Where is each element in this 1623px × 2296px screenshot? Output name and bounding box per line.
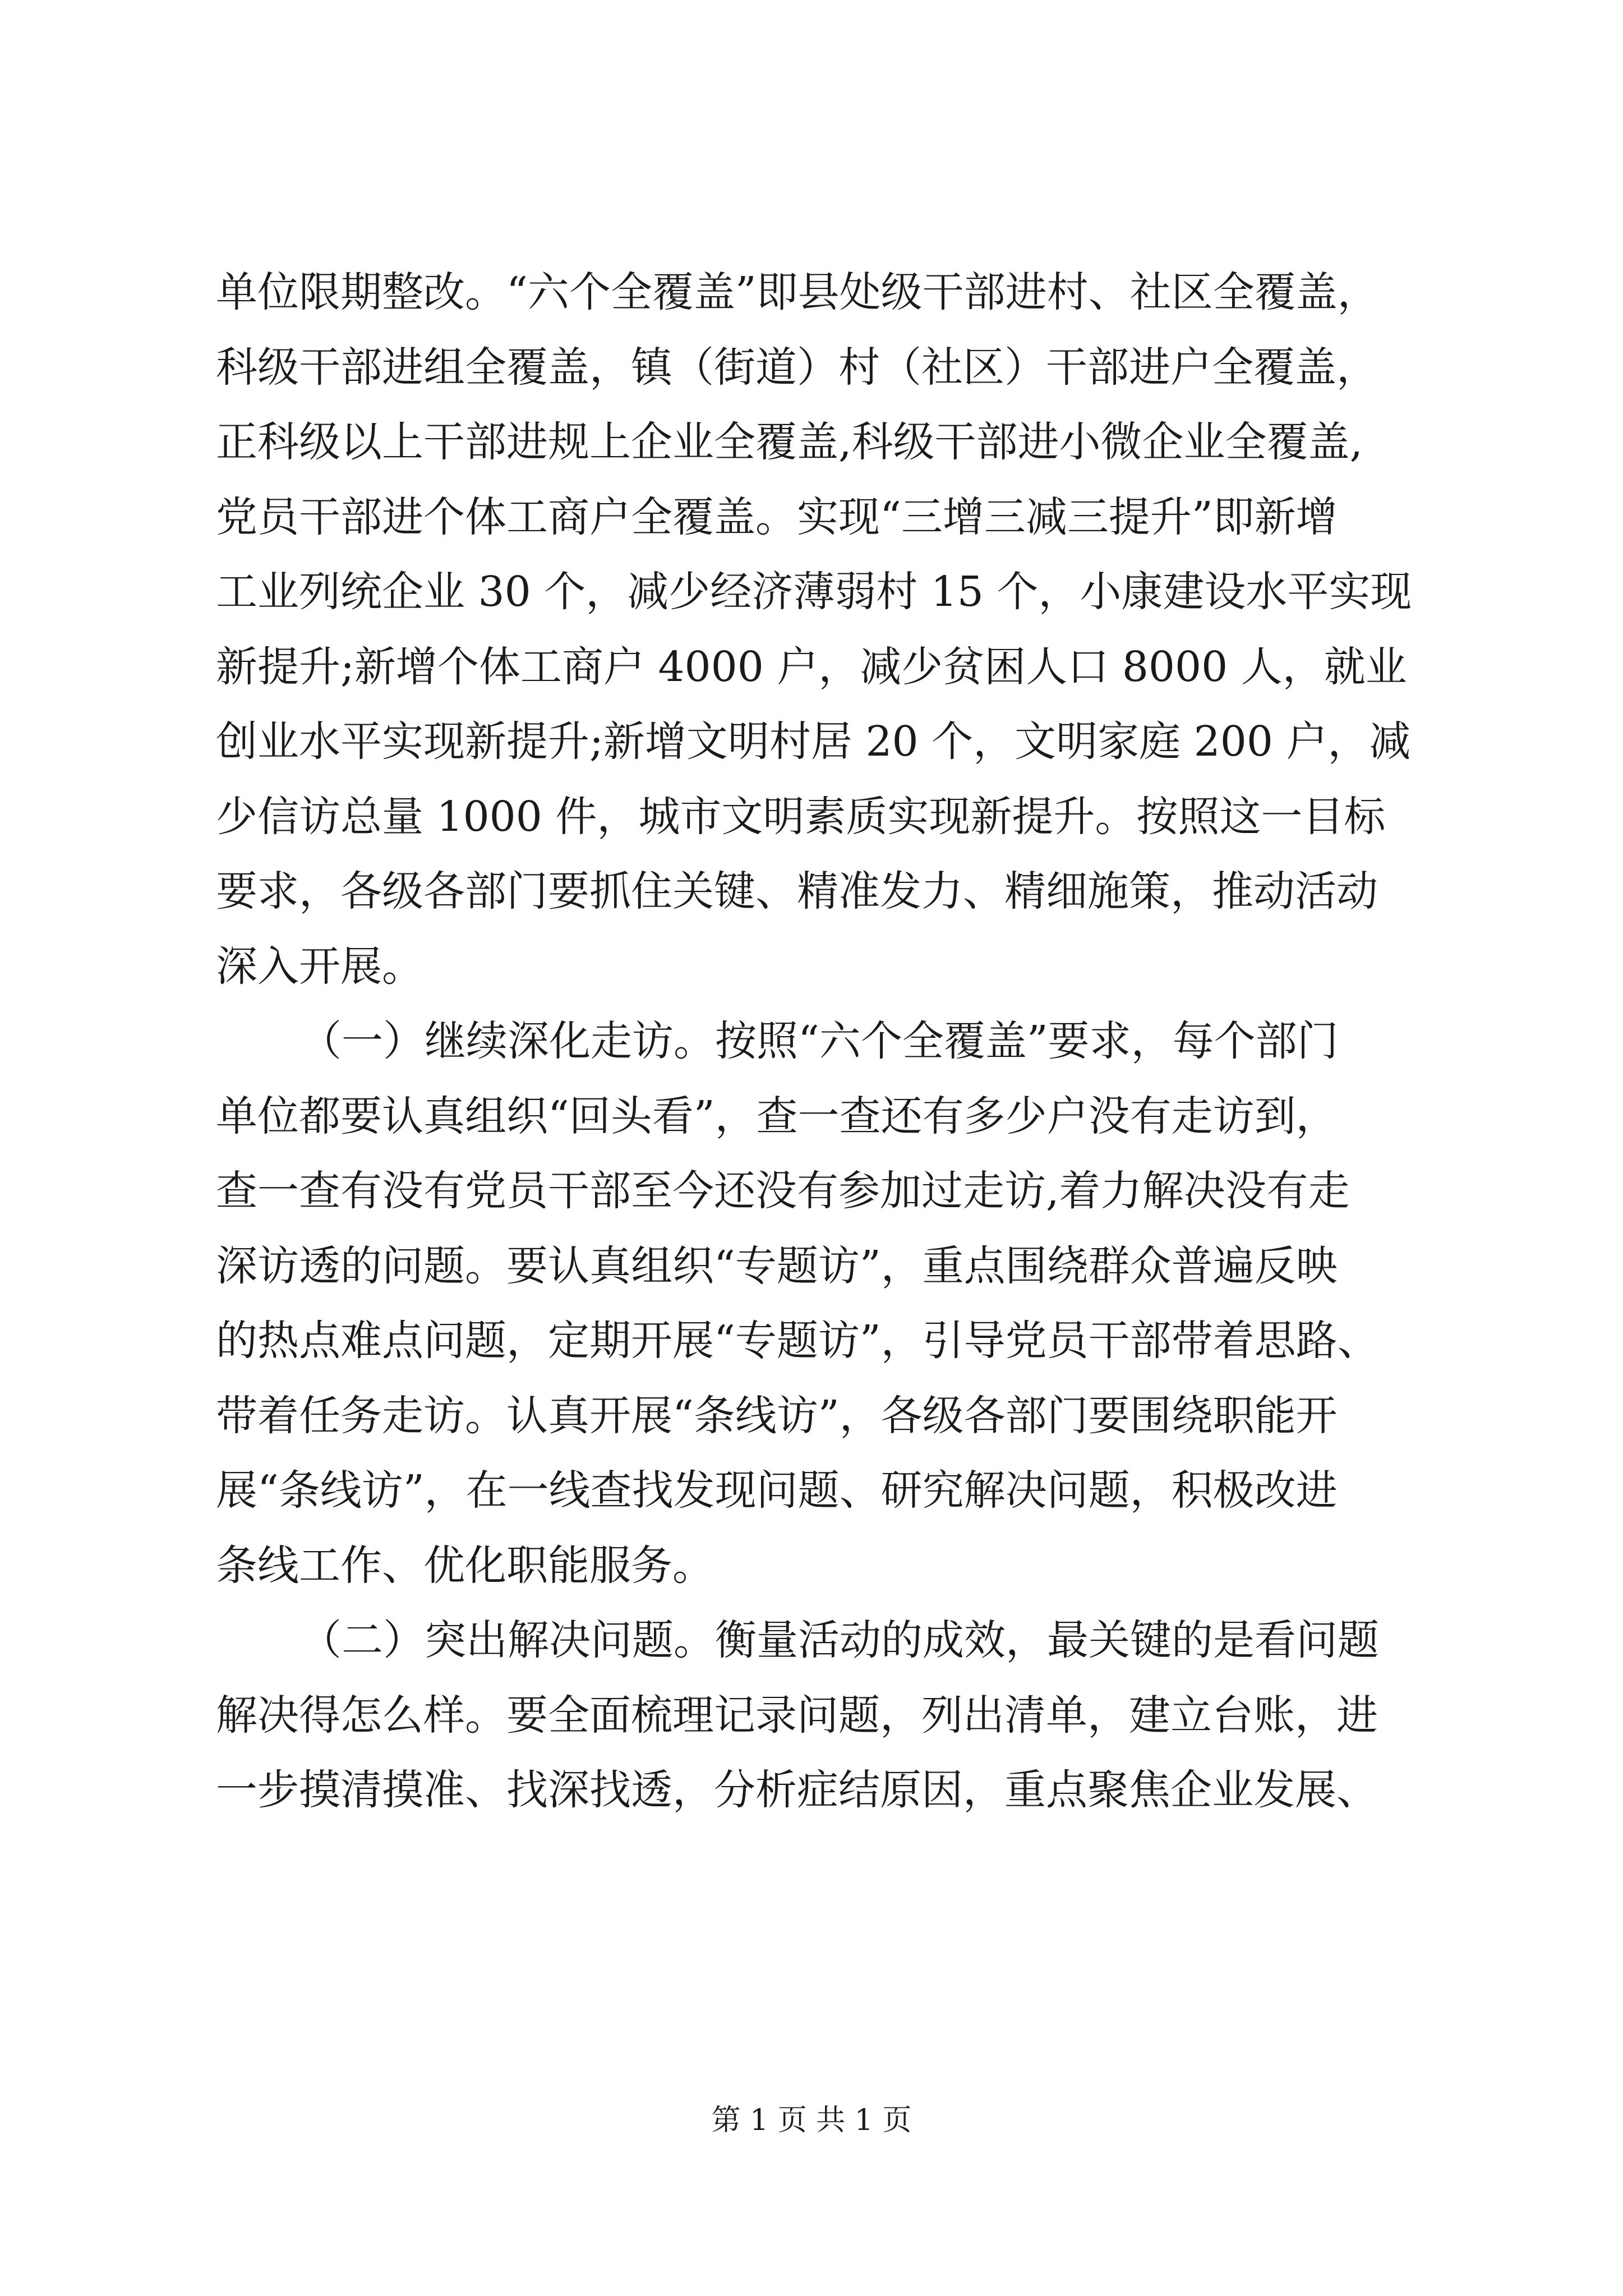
page-footer: [0, 2101, 1623, 2140]
page-number-label: 第 1 页 共 1 页: [711, 2104, 912, 2137]
text-line: 一步摸清摸准、找深找透，分析症结原因，重点聚焦企业发展、: [216, 1766, 1378, 1814]
text-line: （一）继续深化走访。按照“六个全覆盖”要求，每个部门: [300, 1017, 1339, 1065]
text-line: 条线工作、优化职能服务。: [216, 1541, 714, 1590]
text-line: 创业水平实现新提升;新增文明村居 20 个，文明家庭 200 户，减: [216, 717, 1411, 766]
text-line: 深访透的问题。要认真组织“专题访”，重点围绕群众普遍反映: [216, 1241, 1338, 1290]
text-line: 深入开展。: [216, 942, 423, 991]
text-line: （二）突出解决问题。衡量活动的成效，最关键的是看问题: [300, 1616, 1379, 1664]
paragraph-2: [216, 1004, 1472, 1603]
text-line: 少信访总量 1000 件，城市文明素质实现新提升。按照这一目标: [216, 792, 1386, 841]
text-line: 党员干部进个体工商户全覆盖。实现“三增三减三提升”即新增: [216, 493, 1338, 541]
text-line: 带着任务走访。认真开展“条线访”，各级各部门要围绕职能开: [216, 1391, 1338, 1440]
text-line: 新提升;新增个体工商户 4000 户，减少贫困人口 8000 人，就业: [216, 642, 1407, 691]
text-line: 展“条线访”，在一线查找发现问题、研究解决问题，积极改进: [216, 1466, 1338, 1515]
text-line: 的热点难点问题，定期开展“专题访”，引导党员干部带着思路、: [216, 1317, 1379, 1365]
text-line: 要求，各级各部门要抓住关键、精准发力、精细施策，推动活动: [216, 867, 1378, 915]
text-line: 解决得怎么样。要全面梳理记录问题，列出清单，建立台账，进: [216, 1691, 1378, 1740]
paragraph-3: [216, 1603, 1472, 1828]
text-line: 正科级以上干部进规上企业全覆盖,科级干部进小微企业全覆盖,: [216, 418, 1363, 466]
text-line: 单位限期整改。“六个全覆盖”即县处级干部进村、社区全覆盖，: [216, 268, 1379, 316]
document-body: [216, 255, 1472, 1828]
text-line: 科级干部进组全覆盖，镇（街道）村（社区）干部进户全覆盖，: [216, 343, 1378, 392]
text-line: 单位都要认真组织“回头看”，查一查还有多少户没有走访到，: [216, 1092, 1338, 1140]
text-line: 工业列统企业 30 个，减少经济薄弱村 15 个，小康建设水平实现: [216, 568, 1412, 616]
paragraph-1: [216, 255, 1472, 1004]
text-line: 查一查有没有党员干部至今还没有参加过走访,着力解决没有走: [216, 1167, 1350, 1215]
